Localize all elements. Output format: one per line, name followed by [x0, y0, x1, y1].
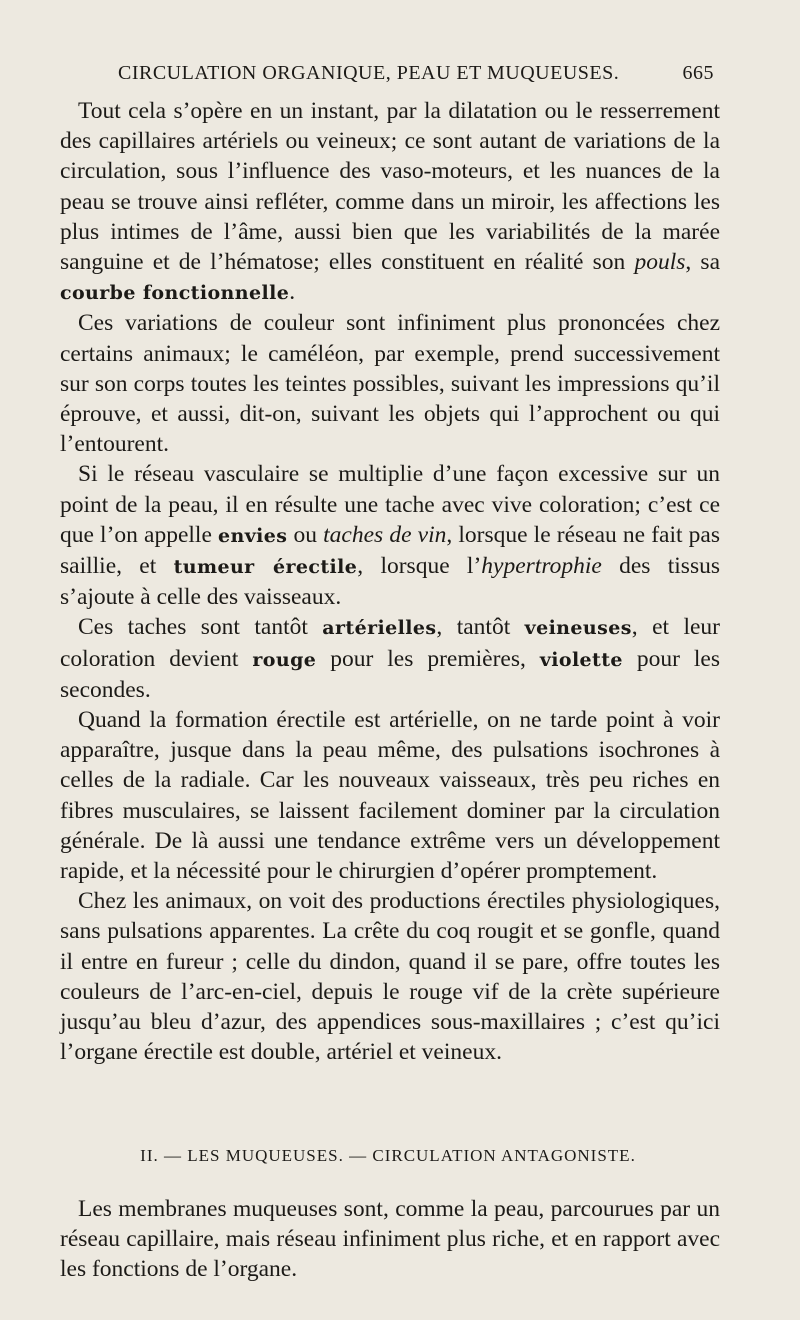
paragraph: [60, 459, 720, 612]
bold-term: envies: [218, 524, 288, 547]
section-text: [60, 1194, 720, 1285]
section-heading: II. — LES MUQUEUSES. — CIRCULATION ANTAGONISTE.: [140, 1146, 636, 1165]
paragraph: [60, 886, 720, 1067]
bold-term: violette: [539, 648, 623, 671]
running-header: [118, 62, 714, 85]
bold-term: courbe fonctionnelle: [60, 282, 290, 305]
text-run: Tout cela s’opère en un instant, par la dilatation ou le resserrement des capillaires artériels ou veineux; ce sont autant de variations de la circulation, sous l’influence des vaso-moteurs, et les nuances de la peau se trouve ainsi refléter, comme dans un miroir, les affections les plus intimes de l’âme, aussi bien que les variabilités de la marée sanguine et de l’hématose; elles constituent en réalité son: [60, 98, 720, 276]
paragraph: [60, 96, 720, 308]
bold-term: artérielles: [322, 617, 437, 640]
text-run: .: [289, 279, 296, 306]
text-run: , et leur coloration devient: [60, 614, 720, 672]
text-run: Ces taches sont tantôt: [78, 614, 323, 641]
text-run: , lorsque le réseau ne fait pas saillie, et: [60, 521, 720, 580]
paragraph: [60, 612, 720, 705]
bold-term: veineuses: [524, 617, 632, 640]
body-text: [60, 96, 720, 1068]
page-number: 665: [682, 62, 714, 84]
paragraph: [60, 705, 720, 886]
text-run: ou: [287, 521, 324, 548]
italic-term: hypertrophie: [481, 553, 602, 580]
text-run: , lorsque l’: [357, 553, 482, 580]
paragraph: Les membranes muqueuses sont, comme la peau, parcourues par un réseau capillaire, mais réseau infiniment plus riche, et en rapport avec les fonctions de l’organe.: [60, 1196, 720, 1283]
italic-term: pouls: [634, 249, 686, 276]
bold-term: tumeur érectile: [173, 556, 358, 579]
text-run: des tissus s’ajoute à celle des vaisseaux.: [60, 553, 720, 611]
text-run: Ces variations de couleur sont infiniment plus prononcées chez certains animaux; le caméléon, par exemple, prend successivement sur son corps toutes les teintes possibles, suivant les impressions qu’il éprouve, et aussi, dit-on, suivant les objets qui l’approchent ou qui l’entourent.: [60, 310, 720, 458]
text-run: pour les premières,: [316, 645, 540, 672]
text-run: pour les secondes.: [60, 645, 720, 703]
running-title: CIRCULATION ORGANIQUE, PEAU ET MUQUEUSES.: [118, 62, 620, 84]
text-run: Chez les animaux, on voit des productions érectiles physiologiques, sans pulsations apparentes. La crête du coq rougit et se gonfle, quand il entre en fureur ; celle du dindon, quand il se pare, offre toutes les couleurs de l’arc-en-ciel, depuis le rouge vif de la crète supérieure jusqu’au bleu d’azur, des appendices sous-maxillaires ; c’est qu’ici l’organe érectile est double, artériel et veineux.: [60, 888, 720, 1066]
bold-term: rouge: [252, 648, 317, 671]
text-run: Quand la formation érectile est artérielle, on ne tarde point à voir apparaître, jusque dans la peau même, des pulsations isochrones à celles de la radiale. Car les nouveaux vaisseaux, très peu riches en fibres musculaires, se laissent facilement dominer par la circulation générale. De là aussi une tendance extrême vers un développement rapide, et la nécessité pour le chirurgien d’opérer promptement.: [60, 707, 720, 885]
text-run: , tantôt: [436, 614, 525, 641]
text-run: Si le réseau vasculaire se multiplie d’une façon excessive sur un point de la peau, il en résulte une tache avec vive coloration; c’est ce que l’on appelle: [60, 461, 720, 548]
paragraph: [60, 308, 720, 459]
italic-term: taches de vin: [323, 521, 447, 548]
text-run: , sa: [685, 249, 720, 276]
